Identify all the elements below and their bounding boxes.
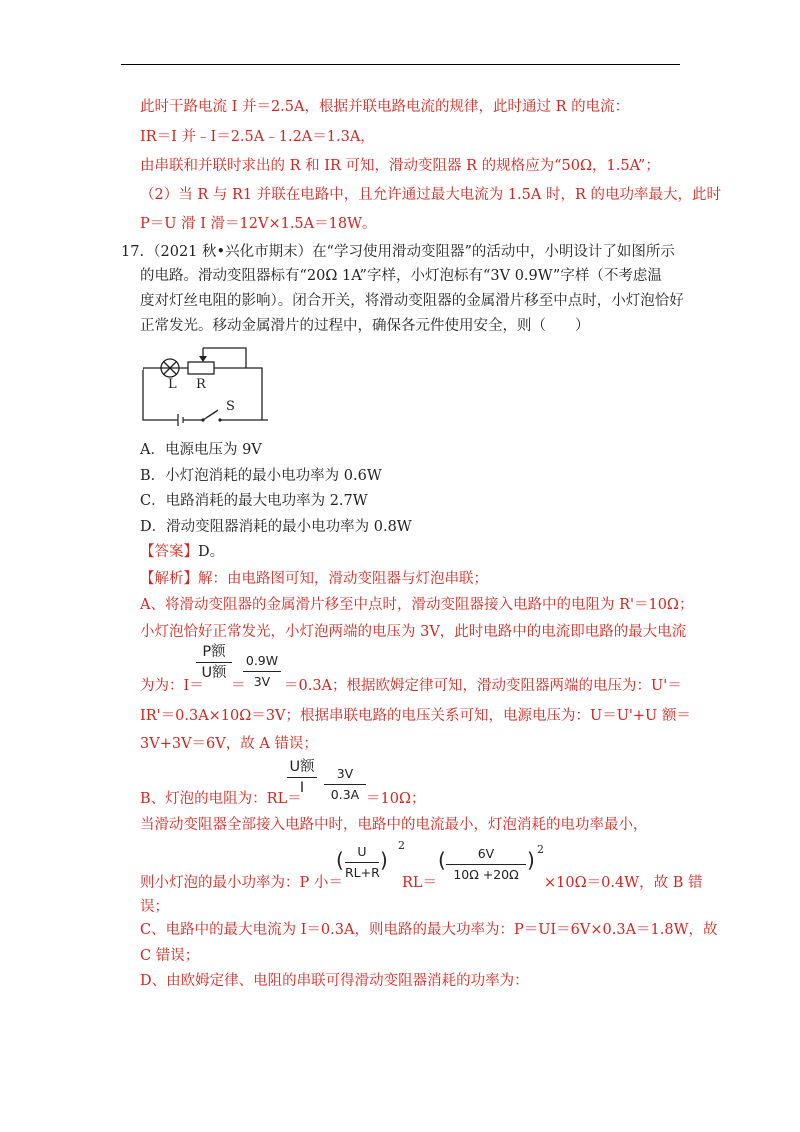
fraction-numerator: P额 bbox=[202, 644, 226, 660]
analysis-a-line-4: IR'＝0.3A×10Ω＝3V；根据串联电路的电压关系可知，电源电压为：U＝U'+U 额＝ bbox=[140, 708, 691, 724]
fraction-numerator: 3V bbox=[336, 766, 354, 781]
analysis-a-line-3-post: ＝0.3A；根据欧姆定律可知，滑动变阻器两端的电压为：U'＝ bbox=[284, 678, 682, 694]
answer-value: D。 bbox=[198, 544, 225, 560]
option-d: D．滑动变阻器消耗的最小电功率为 0.8W bbox=[140, 519, 412, 535]
square-exponent: 2 bbox=[398, 839, 405, 852]
question-line-3: 度对灯丝电阻的影响）。闭合开关，将滑动变阻器的金属滑片移至中点时，小灯泡恰好 bbox=[140, 293, 684, 309]
question-number: 17. bbox=[121, 244, 145, 260]
right-paren: ) bbox=[527, 848, 535, 872]
analysis-b-line-3-post: ×10Ω＝0.4W，故 B 错 bbox=[544, 875, 703, 891]
question-line-1: （2021 秋•兴化市期末）在“学习使用滑动变阻器”的活动中，小明设计了如图所示 bbox=[146, 244, 675, 260]
question-line-4: 正常发光。移动金属滑片的过程中，确保各元件使用安全，则（ ） bbox=[140, 318, 590, 334]
analysis-intro: 解：由电路图可知，滑动变阻器与灯泡串联； bbox=[198, 571, 488, 587]
analysis-b-line-3-pre: 则小灯泡的最小功率为：P 小＝ bbox=[140, 875, 343, 891]
fraction-numerator: 0.9W bbox=[245, 653, 279, 668]
option-a: A．电源电压为 9V bbox=[140, 442, 262, 458]
analysis-a-line-3-pre: 为为：I＝ bbox=[140, 678, 204, 694]
fraction-denominator: U额 bbox=[201, 665, 227, 681]
fraction-numerator: U bbox=[357, 844, 367, 859]
slider-arrow-icon bbox=[199, 356, 207, 362]
left-paren: ( bbox=[438, 848, 446, 872]
prev-solution-line-2: IR＝I 并﹣I＝2.5A﹣1.2A＝1.3A， bbox=[140, 129, 375, 145]
prev-solution-line-4: （2）当 R 与 R1 并联在电路中，且允许通过最大电流为 1.5A 时，R 的电功率最大，此时 bbox=[140, 187, 721, 203]
rheostat-label: R bbox=[196, 377, 206, 392]
analysis-line-intro bbox=[140, 569, 488, 589]
analysis-b-line-1-post: ＝10Ω； bbox=[366, 791, 426, 807]
fraction-denominator: I bbox=[299, 780, 305, 796]
analysis-b-line-4: 误； bbox=[140, 899, 169, 915]
fraction-denominator: RL+R bbox=[345, 865, 380, 880]
analysis-b-line-1-pre: B、灯泡的电阻为：RL＝ bbox=[140, 791, 302, 807]
analysis-a-line-5: 3V+3V＝6V，故 A 错误； bbox=[140, 736, 318, 752]
circuit-diagram bbox=[138, 338, 268, 428]
prev-solution-line-5: P＝U 滑 I 滑＝12V×1.5A＝18W。 bbox=[140, 216, 377, 232]
analysis-b-line-3-mid: RL＝ bbox=[402, 875, 438, 891]
answer-line bbox=[140, 542, 224, 562]
fraction-09w-over-3v bbox=[243, 652, 281, 691]
question-line-2: 的电路。滑动变阻器标有“20Ω 1A”字样，小灯泡标有“3V 0.9W”字样（不考虑温 bbox=[140, 268, 662, 284]
fraction-denominator: 0.3A bbox=[330, 787, 360, 802]
analysis-a-line-3-eq: ＝ bbox=[231, 678, 246, 694]
prev-solution-line-3: 由串联和并联时求出的 R 和 IR 可知，滑动变阻器 R 的规格应为“50Ω，1.5A”； bbox=[140, 158, 660, 174]
left-paren: ( bbox=[336, 848, 344, 872]
header-rule bbox=[121, 64, 680, 65]
analysis-a-line-2: 小灯泡恰好正常发光，小灯泡两端的电压为 3V，此时电路中的电流即电路的最大电流 bbox=[140, 624, 687, 640]
fraction-numerator: 6V bbox=[477, 846, 495, 861]
fraction-denominator: 10Ω +20Ω bbox=[453, 867, 519, 882]
fraction-denominator: 3V bbox=[253, 674, 271, 689]
fraction-6v-over-sum bbox=[446, 845, 526, 884]
analysis-c-line-2: C 错误； bbox=[140, 948, 200, 964]
right-paren: ) bbox=[380, 848, 388, 872]
prev-solution-line-1: 此时干路电流 I 并＝2.5A，根据并联电路电流的规律，此时通过 R 的电流： bbox=[140, 99, 630, 115]
analysis-d-line-1: D、由欧姆定律、电阻的串联可得滑动变阻器消耗的功率为： bbox=[140, 973, 529, 989]
answer-label: 【答案】 bbox=[140, 544, 198, 560]
option-c: C．电路消耗的最大电功率为 2.7W bbox=[140, 493, 368, 509]
lamp-label: L bbox=[168, 377, 177, 392]
analysis-b-line-2: 当滑动变阻器全部接入电路中时，电路中的电流最小，灯泡消耗的电功率最小， bbox=[140, 817, 648, 833]
switch-label: S bbox=[226, 399, 235, 414]
analysis-label: 【解析】 bbox=[140, 571, 198, 587]
fraction-u-over-rl-plus-r bbox=[345, 843, 379, 882]
option-b: B．小灯泡消耗的最小电功率为 0.6W bbox=[140, 468, 382, 484]
fraction-3v-over-03a bbox=[324, 765, 366, 804]
square-exponent: 2 bbox=[537, 843, 544, 856]
analysis-c-line-1: C、电路中的最大电流为 I＝0.3A，则电路的最大功率为：P＝UI＝6V×0.3A＝1.8W，故 bbox=[140, 922, 718, 938]
fraction-numerator: U额 bbox=[289, 759, 315, 775]
analysis-a-line-1: A、将滑动变阻器的金属滑片移至中点时，滑动变阻器接入电路中的电阻为 R'＝10Ω； bbox=[140, 597, 694, 613]
